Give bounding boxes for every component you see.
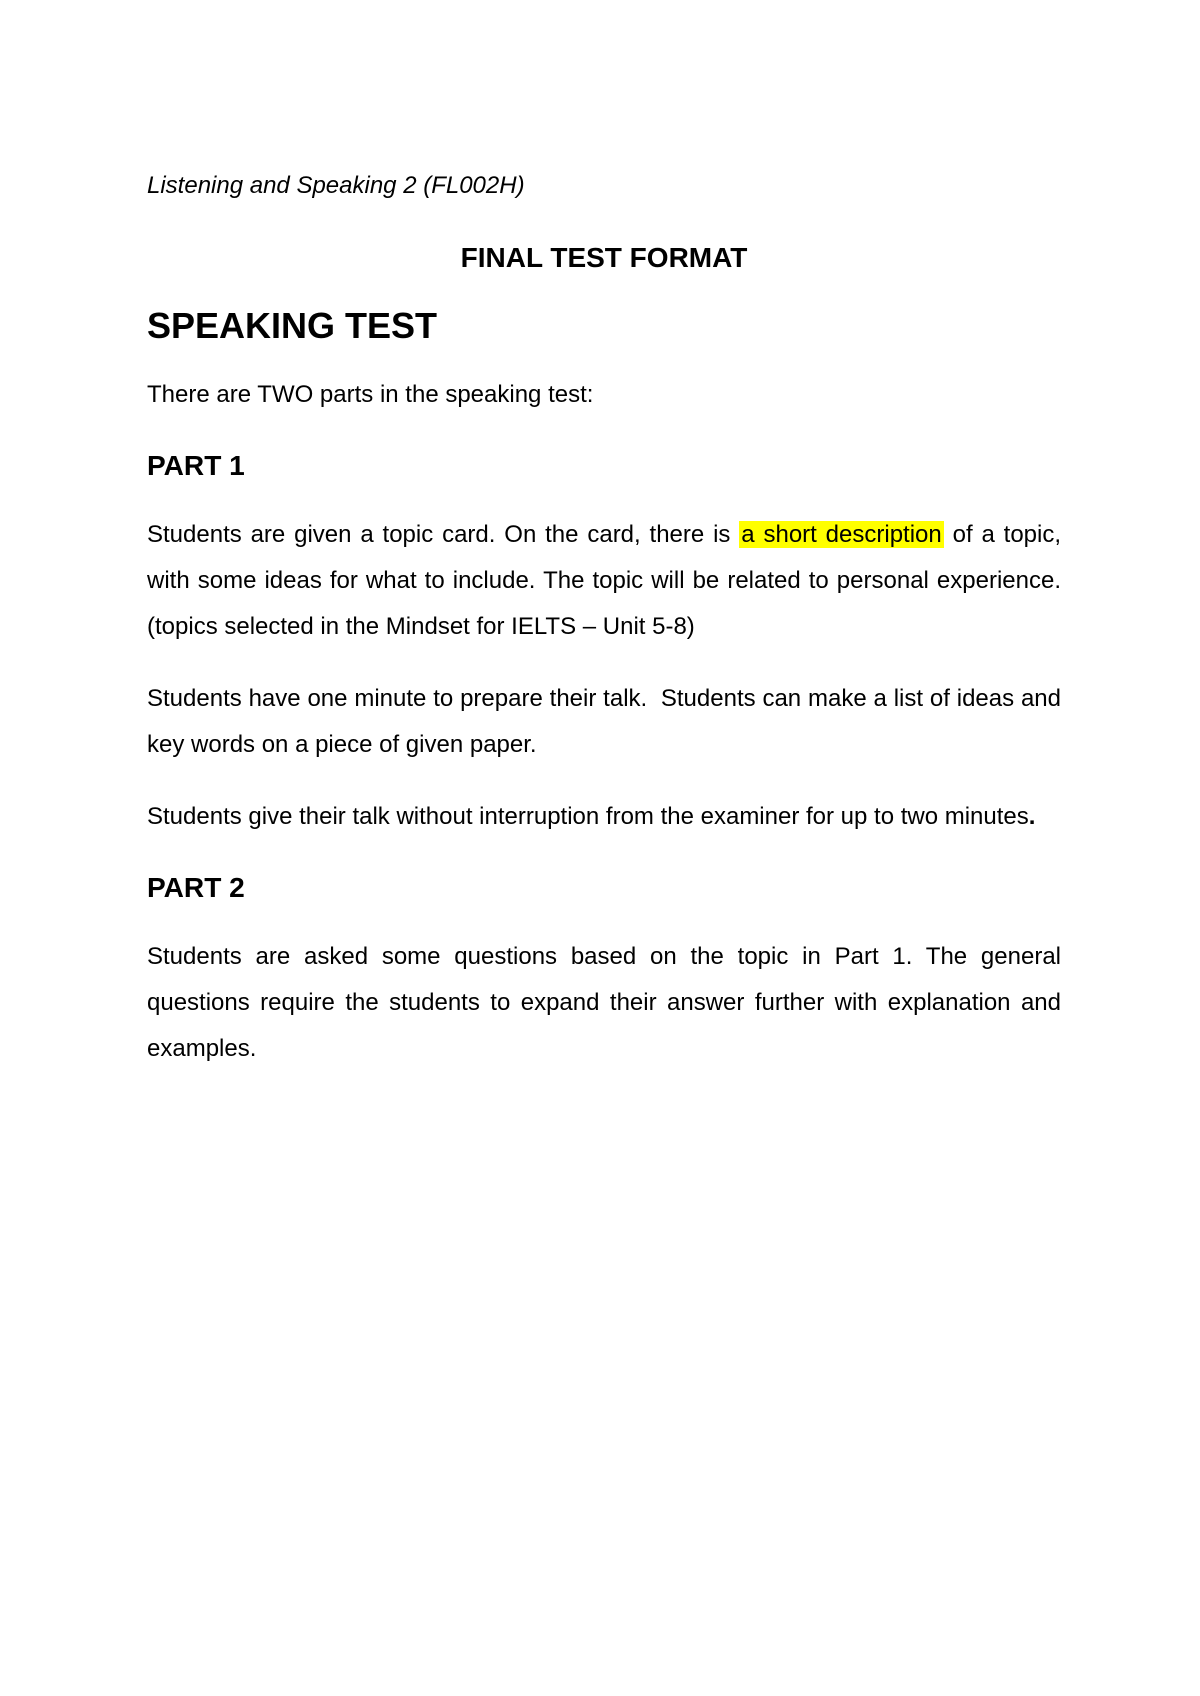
document-content — [147, 168, 1068, 1072]
part1-p3-end: . — [1028, 803, 1036, 830]
part1-paragraph-2: Students have one minute to prepare their talk. Students can make a list of ideas and key words on a piece of given paper. — [147, 685, 1068, 758]
part1-p1-text-after: of a topic, with some ideas for what to include. The topic will be related to personal experience. (topics selected in the Mindset for IELTS – Unit 5-8) — [147, 521, 1062, 640]
intro-paragraph: There are TWO parts in the speaking test: — [147, 381, 594, 408]
part1-heading: PART 1 — [147, 450, 245, 481]
part1-paragraph-3 — [147, 794, 1061, 840]
highlighted-phrase: a short description — [741, 521, 942, 548]
part2-heading: PART 2 — [147, 872, 245, 903]
part1-p3-text: Students give their talk without interruption from the examiner for up to two minutes — [147, 803, 1029, 830]
course-title: Listening and Speaking 2 (FL002H) — [147, 172, 525, 199]
main-title: FINAL TEST FORMAT — [460, 242, 748, 273]
part1-paragraph-1 — [147, 512, 1061, 650]
section-heading-speaking-test: SPEAKING TEST — [147, 305, 438, 346]
part2-paragraph-1: Students are asked some questions based on the topic in Part 1. The general questions require the students to expand their answer further with explanation and examples. — [147, 943, 1061, 1062]
part1-p1-text-before: Students are given a topic card. On the card, there is — [147, 521, 740, 548]
